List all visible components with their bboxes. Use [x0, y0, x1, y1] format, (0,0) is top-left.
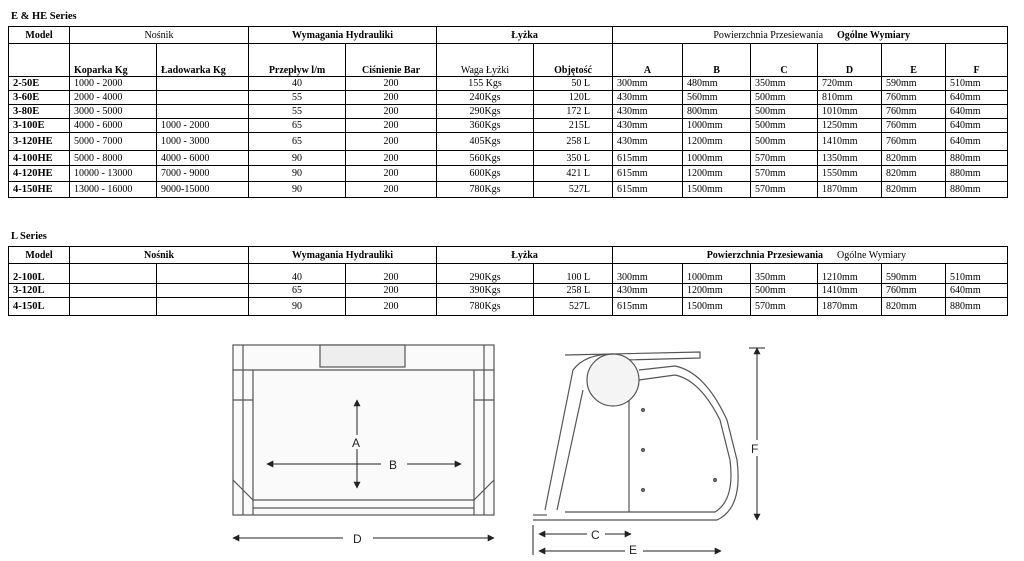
cell-volume: 350 L [534, 151, 613, 166]
cell-a: 430mm [613, 284, 683, 298]
header-hydraulics: Wymagania Hydrauliki [249, 247, 437, 264]
header-model: Model [9, 247, 70, 264]
cell-flow: 65 [249, 284, 346, 298]
cell-b: 1000mm [683, 119, 751, 133]
cell-koparka: 5000 - 8000 [70, 151, 157, 166]
cell-flow: 55 [249, 91, 346, 105]
header-bucket: Łyżka [437, 27, 613, 44]
cell-flow: 55 [249, 105, 346, 119]
cell-b: 1000mm [683, 264, 751, 284]
e-series-title: E & HE Series [11, 11, 77, 22]
header-overall: Ogólne Wymiary [837, 29, 911, 41]
cell-pressure: 200 [346, 91, 437, 105]
cell-c: 500mm [751, 91, 818, 105]
cell-volume: 527L [534, 298, 613, 316]
cell-f: 640mm [946, 133, 1008, 151]
header-hydraulics: Wymagania Hydrauliki [249, 27, 437, 44]
cell-f: 640mm [946, 105, 1008, 119]
cell-koparka: 1000 - 2000 [70, 77, 157, 91]
cell-model: 2-100L [9, 264, 70, 284]
cell-weight: 240Kgs [437, 91, 534, 105]
dimension-e-label: E [629, 543, 638, 555]
cell-flow: 90 [249, 151, 346, 166]
cell-model: 2-50E [9, 77, 70, 91]
cell-b: 1200mm [683, 284, 751, 298]
cell-c: 570mm [751, 151, 818, 166]
header-f: F [946, 44, 1008, 77]
table-row [9, 91, 1008, 105]
cell-ladowarka: 7000 - 9000 [157, 166, 249, 182]
cell-weight: 780Kgs [437, 298, 534, 316]
cell-pressure: 200 [346, 264, 437, 284]
cell-e: 760mm [882, 284, 946, 298]
cell-flow: 90 [249, 166, 346, 182]
cell-model: 3-100E [9, 119, 70, 133]
cell-flow: 90 [249, 298, 346, 316]
table-row [9, 284, 1008, 298]
cell-volume: 258 L [534, 284, 613, 298]
cell-koparka: 13000 - 16000 [70, 182, 157, 198]
cell-a: 430mm [613, 119, 683, 133]
cell-f: 880mm [946, 298, 1008, 316]
table-row [9, 264, 1008, 284]
cell-a: 430mm [613, 91, 683, 105]
header-d: D [818, 44, 882, 77]
cell-c: 570mm [751, 166, 818, 182]
cell-e: 820mm [882, 166, 946, 182]
cell-model: 4-150L [9, 298, 70, 316]
cell-pressure: 200 [346, 284, 437, 298]
cell-model: 3-120HE [9, 133, 70, 151]
cell-e: 820mm [882, 151, 946, 166]
table-row [9, 119, 1008, 133]
l-series-table [8, 246, 1008, 316]
header-nosnik: Nośnik [70, 27, 249, 44]
cell-koparka: 2000 - 4000 [70, 91, 157, 105]
cell-volume: 172 L [534, 105, 613, 119]
table-row [9, 133, 1008, 151]
dimension-b-label: B [389, 458, 398, 472]
cell-volume: 50 L [534, 77, 613, 91]
cell-c: 500mm [751, 119, 818, 133]
header-b: B [683, 44, 751, 77]
cell-volume: 100 L [534, 264, 613, 284]
cell-f: 880mm [946, 166, 1008, 182]
header-bucket: Łyżka [437, 247, 613, 264]
cell-f: 880mm [946, 182, 1008, 198]
cell-a: 430mm [613, 133, 683, 151]
table-row [9, 151, 1008, 166]
cell-ladowarka: 1000 - 2000 [157, 119, 249, 133]
cell-model: 3-80E [9, 105, 70, 119]
cell-weight: 290Kgs [437, 105, 534, 119]
cell-model: 3-120L [9, 284, 70, 298]
cell-flow: 40 [249, 264, 346, 284]
cell-koparka: 10000 - 13000 [70, 166, 157, 182]
dimension-d-label: D [353, 532, 362, 546]
cell-a: 615mm [613, 151, 683, 166]
cell-a: 615mm [613, 182, 683, 198]
cell-volume: 421 L [534, 166, 613, 182]
header-c: C [751, 44, 818, 77]
header-dimensions-group [613, 27, 1008, 44]
cell-c: 500mm [751, 105, 818, 119]
cell-pressure: 200 [346, 298, 437, 316]
cell-weight: 155 Kgs [437, 77, 534, 91]
bucket-side-view-diagram [525, 340, 775, 555]
cell-pressure: 200 [346, 151, 437, 166]
cell-e: 760mm [882, 105, 946, 119]
cell-e: 820mm [882, 298, 946, 316]
cell-a: 300mm [613, 264, 683, 284]
cell-weight: 405Kgs [437, 133, 534, 151]
cell-e: 760mm [882, 91, 946, 105]
cell-volume: 258 L [534, 133, 613, 151]
cell-ladowarka [157, 77, 249, 91]
cell-e: 590mm [882, 264, 946, 284]
cell-f: 880mm [946, 151, 1008, 166]
cell-f: 510mm [946, 77, 1008, 91]
cell-d: 1870mm [818, 182, 882, 198]
cell-flow: 90 [249, 182, 346, 198]
cell-ladowarka: 1000 - 3000 [157, 133, 249, 151]
cell-volume: 527L [534, 182, 613, 198]
header-model: Model [9, 27, 70, 44]
header-flow: Przepływ l/m [249, 44, 346, 77]
cell-model: 4-120HE [9, 166, 70, 182]
header-ladowarka: Ładowarka Kg [157, 44, 249, 77]
table-row [9, 298, 1008, 316]
cell-d: 1870mm [818, 298, 882, 316]
cell-e: 760mm [882, 119, 946, 133]
bucket-front-outline [233, 345, 494, 515]
header-pressure: Ciśnienie Bar [346, 44, 437, 77]
header-volume: Objętość [534, 44, 613, 77]
cell-weight: 600Kgs [437, 166, 534, 182]
cell-pressure: 200 [346, 77, 437, 91]
bucket-front-view-diagram [225, 340, 510, 552]
cell-d: 1210mm [818, 264, 882, 284]
cell-flow: 40 [249, 77, 346, 91]
cell-d: 720mm [818, 77, 882, 91]
cell-a: 430mm [613, 105, 683, 119]
cell-ladowarka: 9000-15000 [157, 182, 249, 198]
cell-model: 4-100HE [9, 151, 70, 166]
cell-b: 1500mm [683, 182, 751, 198]
cell-e: 820mm [882, 182, 946, 198]
cell-b: 800mm [683, 105, 751, 119]
cell-c: 570mm [751, 298, 818, 316]
cell-model: 4-150HE [9, 182, 70, 198]
table-row [9, 182, 1008, 198]
cell-b: 1000mm [683, 151, 751, 166]
header-weight: Waga Łyżki [437, 44, 534, 77]
cell-c: 570mm [751, 182, 818, 198]
header-koparka: Koparka Kg [70, 44, 157, 77]
cell-b: 1200mm [683, 133, 751, 151]
cell-a: 300mm [613, 77, 683, 91]
cell-b: 480mm [683, 77, 751, 91]
cell-c: 350mm [751, 264, 818, 284]
cell-b: 1200mm [683, 166, 751, 182]
cell-f: 640mm [946, 91, 1008, 105]
cell-pressure: 200 [346, 119, 437, 133]
bucket-side-outline [533, 352, 738, 520]
cell-c: 500mm [751, 133, 818, 151]
table-row [9, 105, 1008, 119]
cell-d: 1250mm [818, 119, 882, 133]
cell-ladowarka [157, 105, 249, 119]
cell-model: 3-60E [9, 91, 70, 105]
cell-b: 1500mm [683, 298, 751, 316]
cell-weight: 560Kgs [437, 151, 534, 166]
table-row [9, 166, 1008, 182]
cell-koparka: 3000 - 5000 [70, 105, 157, 119]
header-dimensions-group [613, 247, 1008, 264]
cell-weight: 780Kgs [437, 182, 534, 198]
cell-d: 810mm [818, 91, 882, 105]
cell-d: 1410mm [818, 284, 882, 298]
dimension-f-label: F [751, 442, 759, 456]
cell-f: 640mm [946, 119, 1008, 133]
header-nosnik: Nośnik [70, 247, 249, 264]
l-series-title: L Series [11, 231, 47, 242]
cell-weight: 390Kgs [437, 284, 534, 298]
cell-d: 1350mm [818, 151, 882, 166]
cell-koparka: 5000 - 7000 [70, 133, 157, 151]
cell-weight: 360Kgs [437, 119, 534, 133]
dimension-a-label: A [352, 436, 361, 450]
cell-pressure: 200 [346, 182, 437, 198]
cell-c: 500mm [751, 284, 818, 298]
cell-e: 590mm [882, 77, 946, 91]
cell-volume: 120L [534, 91, 613, 105]
e-series-table [8, 26, 1008, 198]
cell-d: 1550mm [818, 166, 882, 182]
dimension-c-label: C [591, 528, 600, 542]
cell-ladowarka: 4000 - 6000 [157, 151, 249, 166]
cell-c: 350mm [751, 77, 818, 91]
cell-b: 560mm [683, 91, 751, 105]
cell-weight: 290Kgs [437, 264, 534, 284]
header-e: E [882, 44, 946, 77]
cell-f: 510mm [946, 264, 1008, 284]
cell-koparka: 4000 - 6000 [70, 119, 157, 133]
cell-ladowarka [157, 91, 249, 105]
cell-d: 1010mm [818, 105, 882, 119]
cell-pressure: 200 [346, 133, 437, 151]
cell-a: 615mm [613, 166, 683, 182]
cell-flow: 65 [249, 119, 346, 133]
cell-volume: 215L [534, 119, 613, 133]
header-a: A [613, 44, 683, 77]
cell-pressure: 200 [346, 105, 437, 119]
header-screen-surface: Powierzchnia Przesiewania [706, 249, 824, 261]
cell-e: 760mm [882, 133, 946, 151]
cell-pressure: 200 [346, 166, 437, 182]
cell-flow: 65 [249, 133, 346, 151]
cell-f: 640mm [946, 284, 1008, 298]
cell-a: 615mm [613, 298, 683, 316]
header-overall: Ogólne Wymiary [837, 249, 906, 261]
table-row [9, 77, 1008, 91]
cell-d: 1410mm [818, 133, 882, 151]
header-screen-surface: Powierzchnia Przesiewania [713, 29, 824, 41]
